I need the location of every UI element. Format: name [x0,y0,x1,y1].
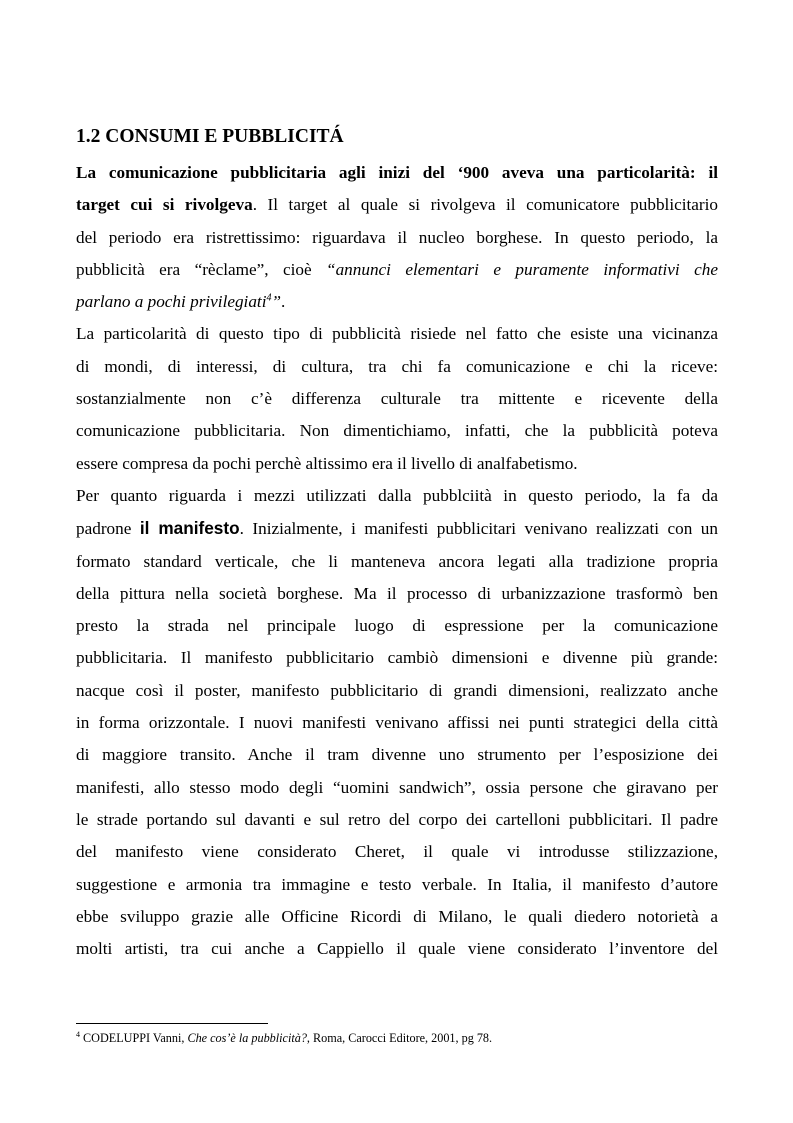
text-line: presto la strada nel principale luogo di espressione per la comunicazione [76,616,718,636]
text-line [76,286,718,318]
text-line: del periodo era ristrettissimo: riguardava il nucleo borghese. In questo periodo, la [76,227,718,247]
text-line [76,189,718,221]
text-line [76,512,718,545]
text-line: sostanzialmente non c’è differenza culturale tra mittente e ricevente della [76,389,718,409]
text-line: manifesti, allo stesso modo degli “uomini sandwich”, ossia persone che giravano per [76,777,718,797]
paragraph-3 [76,480,718,965]
text-line: formato standard verticale, che li manteneva ancora legati alla tradizione propria [76,551,718,571]
closing-quote: ” [271,292,282,312]
quote-italic: “annunci elementari e puramente informativi che [326,259,718,279]
text-line: essere compresa da pochi perchè altissimo era il livello di analfabetismo. [76,453,578,473]
text-line: La particolarità di questo tipo di pubblicità risiede nel fatto che esiste una vicinanza [76,324,718,344]
text-line: molti artisti, tra cui anche a Cappiello il quale viene considerato l’inventore del [76,939,718,959]
text-run: . Il target al quale si rivolgeva il comunicatore pubblicitario [252,195,718,215]
footnote-number: 4 [76,1029,80,1039]
paragraph-1 [76,157,718,318]
text-line: di mondi, di interessi, di cultura, tra chi fa comunicazione e chi la riceve: [76,356,718,376]
bold-lead-a: La comunicazione pubblicitaria agli inizi del ‘900 aveva una particolarità: il [76,163,718,182]
text-line: comunicazione pubblicitaria. Non dimentichiamo, infatti, che la pubblicità poteva [76,421,718,441]
footnote [76,1031,492,1046]
text-run: padrone [76,519,140,539]
footnote-citation: , Roma, Carocci Editore, 2001, pg 78. [306,1031,493,1045]
text-run: . Inizialmente, i manifesti pubblicitari venivano realizzati con un [239,519,718,539]
text-line: pubblicitaria. Il manifesto pubblicitario cambiò dimensioni e divenne più grande: [76,648,718,668]
text-line: del manifesto viene considerato Cheret, il quale vi introdusse stilizzazione, [76,842,718,862]
footnote-divider [76,1023,268,1024]
text-run: pubblicità era “rèclame”, cioè [76,259,327,279]
text-line: della pittura nella società borghese. Ma il processo di urbanizzazione trasformò ben [76,583,718,603]
text-line: in forma orizzontale. I nuovi manifesti venivano affissi nei punti strategici della città [76,713,718,733]
section-title: 1.2 CONSUMI E PUBBLICITÁ [76,126,344,147]
footnote-title: Che cos’è la pubblicità? [187,1031,307,1045]
text-line: suggestione e armonia tra immagine e testo verbale. In Italia, il manifesto d’autore [76,874,718,894]
body-text [76,157,718,965]
text-line: nacque così il poster, manifesto pubblicitario di grandi dimensioni, realizzato anche [76,680,718,700]
text-line [76,157,718,189]
paragraph-2 [76,318,718,479]
footnote-reference[interactable]: 4 [266,292,272,304]
quote-italic-end: parlano a pochi privilegiati [76,292,267,312]
text-run: . [281,292,286,312]
text-line [76,254,718,286]
text-line: ebbe sviluppo grazie alle Officine Ricordi di Milano, le quali diedero notorietà a [76,906,718,926]
text-line: Per quanto riguarda i mezzi utilizzati dalla pubblciità in questo periodo, la fa da [76,485,718,505]
footnote-author: CODELUPPI Vanni, [80,1031,188,1045]
bold-lead-b: target cui si rivolgeva [76,195,253,215]
text-line: le strade portando sul davanti e sul retro del corpo dei cartelloni pubblicitari. Il padre [76,809,718,829]
text-line: di maggiore transito. Anche il tram divenne uno strumento per l’esposizione dei [76,745,718,765]
bold-term: il manifesto [139,518,240,539]
